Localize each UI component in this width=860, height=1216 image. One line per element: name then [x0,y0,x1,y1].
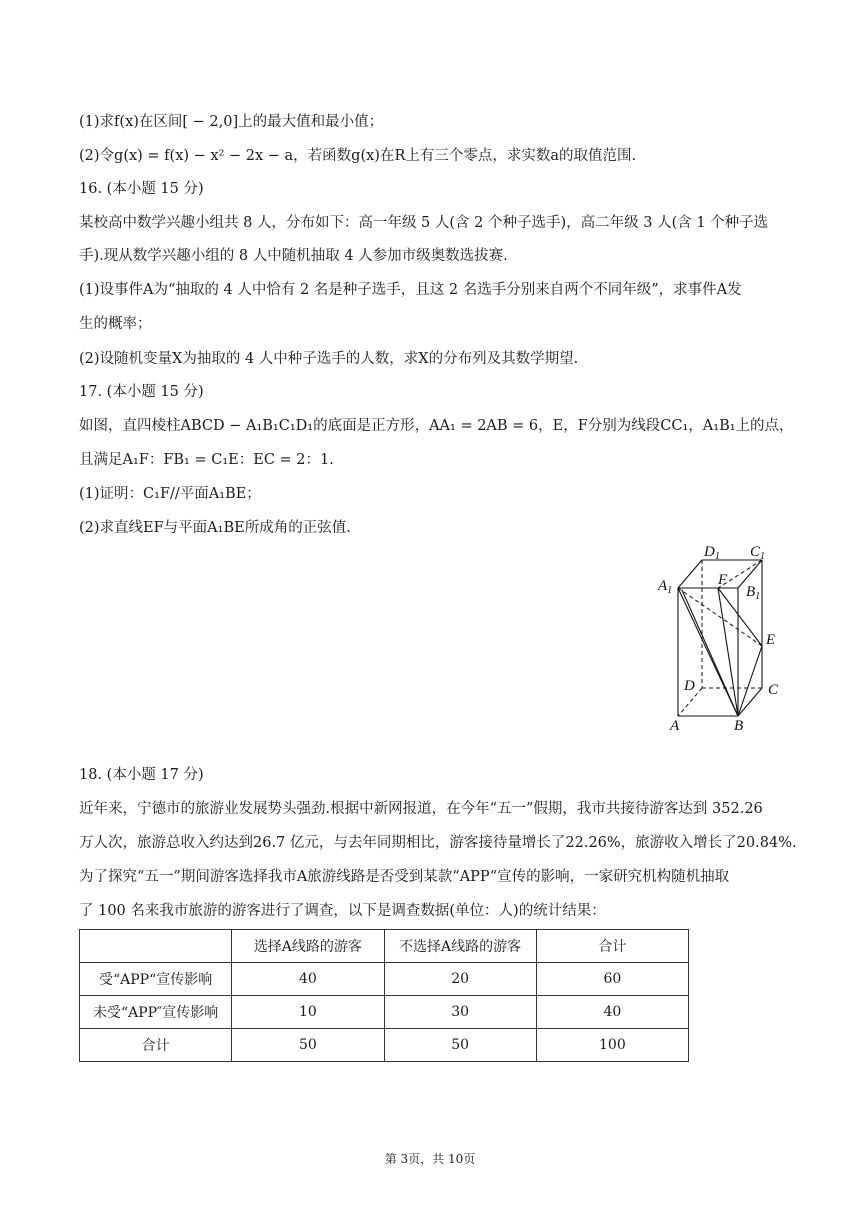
table-header-cell: 选择A线路的游客 [232,930,384,963]
q16-part2: (2)设随机变量X为抽取的 4 人中种子选手的人数，求X的分布列及其数学期望. [79,351,579,367]
table-cell: 40 [536,996,688,1029]
table-cell: 未受“APP″宣传影响 [80,996,232,1029]
q17-header: 17. (本小题 15 分) [79,384,204,400]
q18-line3: 为了探究“五一”期间游客选择我市A旅游线路是否受到某款“APP“宣传的影响，一家研究机构随机抽取 [79,869,730,885]
label-E: E [766,632,776,648]
survey-table [79,929,689,1062]
table-header-cell: 不选择A线路的游客 [384,930,536,963]
table-cell: 合计 [80,1029,232,1062]
table-cell: 50 [232,1029,384,1062]
table-cell: 受“APP“宣传影响 [80,963,232,996]
q15-part1: (1)求f(x)在区间[ − 2,0]上的最大值和最小值； [79,114,384,130]
q16-header: 16. (本小题 15 分) [79,181,204,197]
q18-line2: 万人次，旅游总收入约达到26.7 亿元，与去年同期相比，游客接待量增长了22.26%，旅游收入增长了20.84%. [79,835,797,851]
table-header-cell: 合计 [536,930,688,963]
table-cell: 50 [384,1029,536,1062]
q17-stem-line2: 且满足A₁F：FB₁ = C₁E：EC = 2：1. [79,452,334,468]
label-C1: $C_1$ [750,544,766,562]
prism-figure [650,540,790,740]
label-D1: $D_1$ [704,544,720,562]
table-row [80,963,689,996]
q16-stem-line1: 某校高中数学兴趣小组共 8 人，分布如下：高一年级 5 人(含 2 个种子选手)，高二年级 3 人(含 1 个种子选 [79,215,769,231]
page-footer: 第 3页，共 10页 [384,1152,476,1166]
label-F: F [718,572,728,588]
label-B: B [734,718,744,734]
q17-part2: (2)求直线EF与平面A₁BE所成角的正弦值. [79,520,351,536]
q15-part2: (2)令g(x) = f(x) − x² − 2x − a，若函数g(x)在R上有三个零点，求实数a的取值范围. [79,148,637,164]
table-cell: 100 [536,1029,688,1062]
q16-part1-line2: 生的概率； [79,316,152,332]
q17-part1: (1)证明：C₁F//平面A₁BE； [79,486,261,502]
label-B1: $B_1$ [746,584,761,602]
label-A1: $A_1$ [658,578,673,596]
table-header-row [80,930,689,963]
table-cell: 30 [384,996,536,1029]
label-C: C [768,682,779,698]
table-row [80,996,689,1029]
q18-line4: 了 100 名来我市旅游的游客进行了调查，以下是调查数据(单位：人)的统计结果： [79,903,606,919]
label-D: D [684,678,695,694]
q18-line1: 近年来，宁德市的旅游业发展势头强劲.根据中新网报道，在今年“五一”假期，我市共接待游客达到 352.26 [79,801,763,817]
table-cell: 20 [384,963,536,996]
table-row [80,1029,689,1062]
table-cell: 40 [232,963,384,996]
q16-part1-line1: (1)设事件A为“抽取的 4 人中恰有 2 名是种子选手，且这 2 名选手分别来自两个不同年级”，求事件A发 [79,282,742,298]
label-A: A [670,718,680,734]
q18-header: 18. (本小题 17 分) [79,767,204,783]
table-header-cell [80,930,232,963]
q17-stem-line1: 如图，直四棱柱ABCD − A₁B₁C₁D₁的底面是正方形，AA₁ = 2AB = 6，E，F分别为线段CC₁，A₁B₁上的点， [79,418,794,434]
table-cell: 10 [232,996,384,1029]
table-cell: 60 [536,963,688,996]
q16-stem-line2: 手).现从数学兴趣小组的 8 人中随机抽取 4 人参加市级奥数选拔赛. [79,248,508,264]
